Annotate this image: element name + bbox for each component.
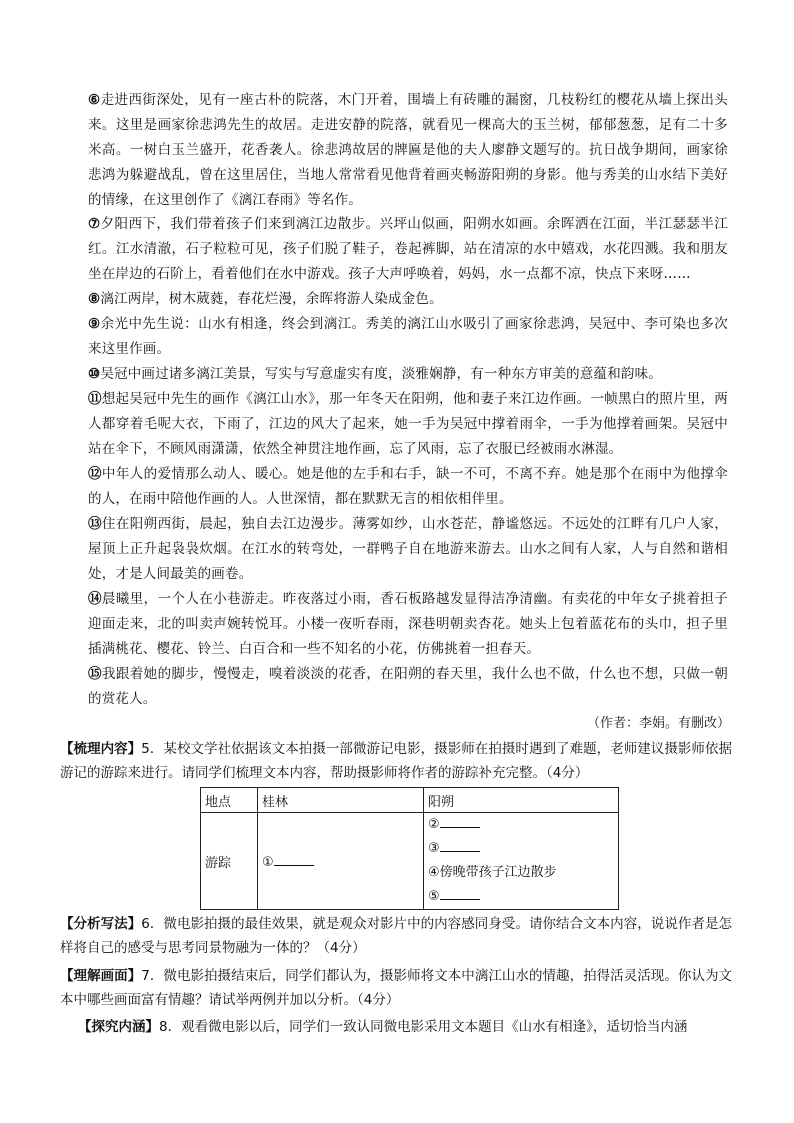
answer-blank[interactable] bbox=[440, 815, 480, 828]
question-text: 8．观看微电影以后，同学们一致认同微电影采用文本题目《山水有相逢》，适切恰当内涵 bbox=[159, 1019, 688, 1035]
paragraph-text: 住在阳朔西街，晨起，独自去江边漫步。薄雾如纱，山水苍茫，静谧悠远。不远处的江畔有几户人家，屋顶上正升起袅袅炊烟。在江水的转弯处，一群鸭子自在地游来游去。山水之间有人家，人与自然和谐相处，才是人间最美的画卷。 bbox=[88, 516, 728, 582]
answer-slot-5[interactable]: ⑤ bbox=[428, 885, 614, 909]
author-credit: （作者：李娟。有删改） bbox=[586, 716, 730, 731]
paragraph-number: ⑪ bbox=[88, 391, 102, 407]
question-8 bbox=[60, 1015, 732, 1039]
paragraph-10 bbox=[88, 362, 728, 387]
paragraph-number: ⑬ bbox=[88, 516, 102, 532]
header-cell-location: 地点 bbox=[201, 788, 258, 813]
question-5 bbox=[60, 737, 732, 785]
paragraph-13 bbox=[88, 512, 728, 587]
paragraph-text: 中年人的爱情那么动人、暖心。她是他的左手和右手，缺一不可，不离不弃。她是那个在雨中为他撑伞的人，在雨中陪他作画的人。人世深情，都在默默无言的相依相伴里。 bbox=[88, 466, 728, 507]
paragraph-8 bbox=[88, 287, 728, 312]
answer-blank[interactable] bbox=[440, 839, 480, 852]
paragraph-number: ⑧ bbox=[88, 291, 101, 307]
question-6 bbox=[60, 912, 732, 960]
paragraph-text: 晨曦里，一个人在小巷游走。昨夜落过小雨，香石板路越发显得洁净清幽。有卖花的中年女子挑着担子迎面走来，北的叫卖声婉转悦耳。小楼一夜听春雨，深巷明朝卖杏花。她头上包着蓝花布的头巾，担子里插满桃花、樱花、铃兰、白百合和一些不知名的小花，仿佛挑着一担春天。 bbox=[88, 591, 728, 657]
answer-blank[interactable] bbox=[440, 887, 480, 900]
paragraph-text: 夕阳西下，我们带着孩子们来到漓江边散步。兴坪山似画，阳朔水如画。余晖洒在江面，半江瑟瑟半江红。江水清澈，石子粒粒可见，孩子们脱了鞋子，卷起裤脚，站在清凉的水中嬉戏，水花四溅。我和朋友坐在岸边的石阶上，看着他们在水中游戏。孩子大声呼唤着，妈妈，水一点都不凉，快点下来呀…… bbox=[88, 216, 728, 282]
question-text: 5．某校文学社依据该文本拍摄一部微游记电影，摄影师在拍摄时遇到了难题，老师建议摄影师依据游记的游踪来进行。请同学们梳理文本内容，帮助摄影师将作者的游踪补充完整。（4分） bbox=[60, 741, 732, 781]
answer-slot-3[interactable]: ③ bbox=[428, 837, 614, 861]
paragraph-number: ⑫ bbox=[88, 466, 102, 482]
table-header-row bbox=[201, 788, 619, 813]
answer-blank[interactable] bbox=[274, 853, 314, 866]
question-7 bbox=[60, 964, 732, 1012]
paragraph-6 bbox=[88, 88, 728, 213]
question-text: 6．微电影拍摄的最佳效果，就是观众对影片中的内容感同身受。请你结合文本内容，说说作者是怎样将自己的感受与思考同景物融为一体的？（4分） bbox=[60, 916, 732, 956]
paragraph-15 bbox=[88, 662, 728, 712]
paragraph-number: ⑥ bbox=[88, 92, 101, 108]
answer-slot-2[interactable]: ② bbox=[428, 813, 614, 837]
paragraph-text: 走进西街深处，见有一座古朴的院落，木门开着，围墙上有砖雕的漏窗，几枝粉红的樱花从墙上探出头来。这里是画家徐悲鸿先生的故居。走进安静的院落，就看见一棵高大的玉兰树，郁郁葱葱，足有二十多米高。一树白玉兰盛开，花香袭人。徐悲鸿故居的牌匾是他的夫人廖静文题写的。抗日战争期间，画家徐悲鸿为躲避战乱，曾在这里居住，当地人常常看见他背着画夹畅游阳朔的身影。他与秀美的山水结下美好的情缘，在这里创作了《漓江春雨》等名作。 bbox=[88, 92, 728, 208]
question-tag: 【分析写法】 bbox=[60, 916, 142, 932]
table-row bbox=[201, 813, 619, 910]
paragraph-12 bbox=[88, 462, 728, 512]
guilin-answer-cell bbox=[258, 813, 424, 910]
question-text: 7．微电影拍摄结束后，同学们都认为，摄影师将文本中漓江山水的情趣，拍得活灵活现。你认为文本中哪些画面富有情趣？请试举两例并加以分析。（4分） bbox=[60, 968, 732, 1008]
paragraph-text: 我跟着她的脚步，慢慢走，嗅着淡淡的花香，在阳朔的春天里，我什么也不做，什么也不想，只做一朝的赏花人。 bbox=[88, 666, 728, 707]
question-tag: 【梳理内容】 bbox=[60, 741, 142, 757]
paragraph-7 bbox=[88, 212, 728, 287]
paragraph-number: ⑩ bbox=[88, 366, 101, 382]
yangshuo-answer-cell bbox=[424, 813, 619, 910]
paragraph-number: ⑦ bbox=[88, 216, 101, 232]
paragraph-number: ⑮ bbox=[88, 666, 102, 682]
paragraph-text: 吴冠中画过诸多漓江美景，写实与写意虚实有度，淡雅娴静，有一种东方审美的意蕴和韵味。 bbox=[100, 366, 663, 382]
answer-slot-4: ④傍晚带孩子江边散步 bbox=[428, 865, 557, 880]
paragraph-number: ⑭ bbox=[88, 591, 102, 607]
header-cell-guilin: 桂林 bbox=[258, 788, 424, 813]
itinerary-table bbox=[200, 787, 619, 910]
question-tag: 【探究内涵】 bbox=[78, 1019, 159, 1035]
row-label-itinerary: 游踪 bbox=[201, 813, 258, 910]
paragraph-9 bbox=[88, 312, 728, 362]
answer-slot-1[interactable]: ① bbox=[262, 855, 314, 870]
question-tag: 【理解画面】 bbox=[60, 968, 142, 984]
paragraph-11 bbox=[88, 387, 728, 462]
paragraph-text: 漓江两岸，树木葳蕤，春花烂漫，余晖将游人染成金色。 bbox=[100, 291, 443, 307]
header-cell-yangshuo: 阳朔 bbox=[424, 788, 619, 813]
paragraph-14 bbox=[88, 587, 728, 662]
paragraph-number: ⑨ bbox=[88, 316, 101, 332]
paragraph-text: 想起吴冠中先生的画作《漓江山水》，那一年冬天在阳朔，他和妻子来江边作画。一帧黑白的照片里，两人都穿着毛呢大衣，下雨了，江边的风大了起来，她一手为吴冠中撑着雨伞，一手为他撑着画架。吴冠中站在伞下，不顾风雨潇潇，依然全神贯注地作画，忘了风雨，忘了衣服已经被雨水淋湿。 bbox=[88, 391, 728, 457]
paragraph-text: 余光中先生说：山水有相逢，终会到漓江。秀美的漓江山水吸引了画家徐悲鸿，吴冠中、李可染也多次来这里作画。 bbox=[88, 316, 728, 357]
